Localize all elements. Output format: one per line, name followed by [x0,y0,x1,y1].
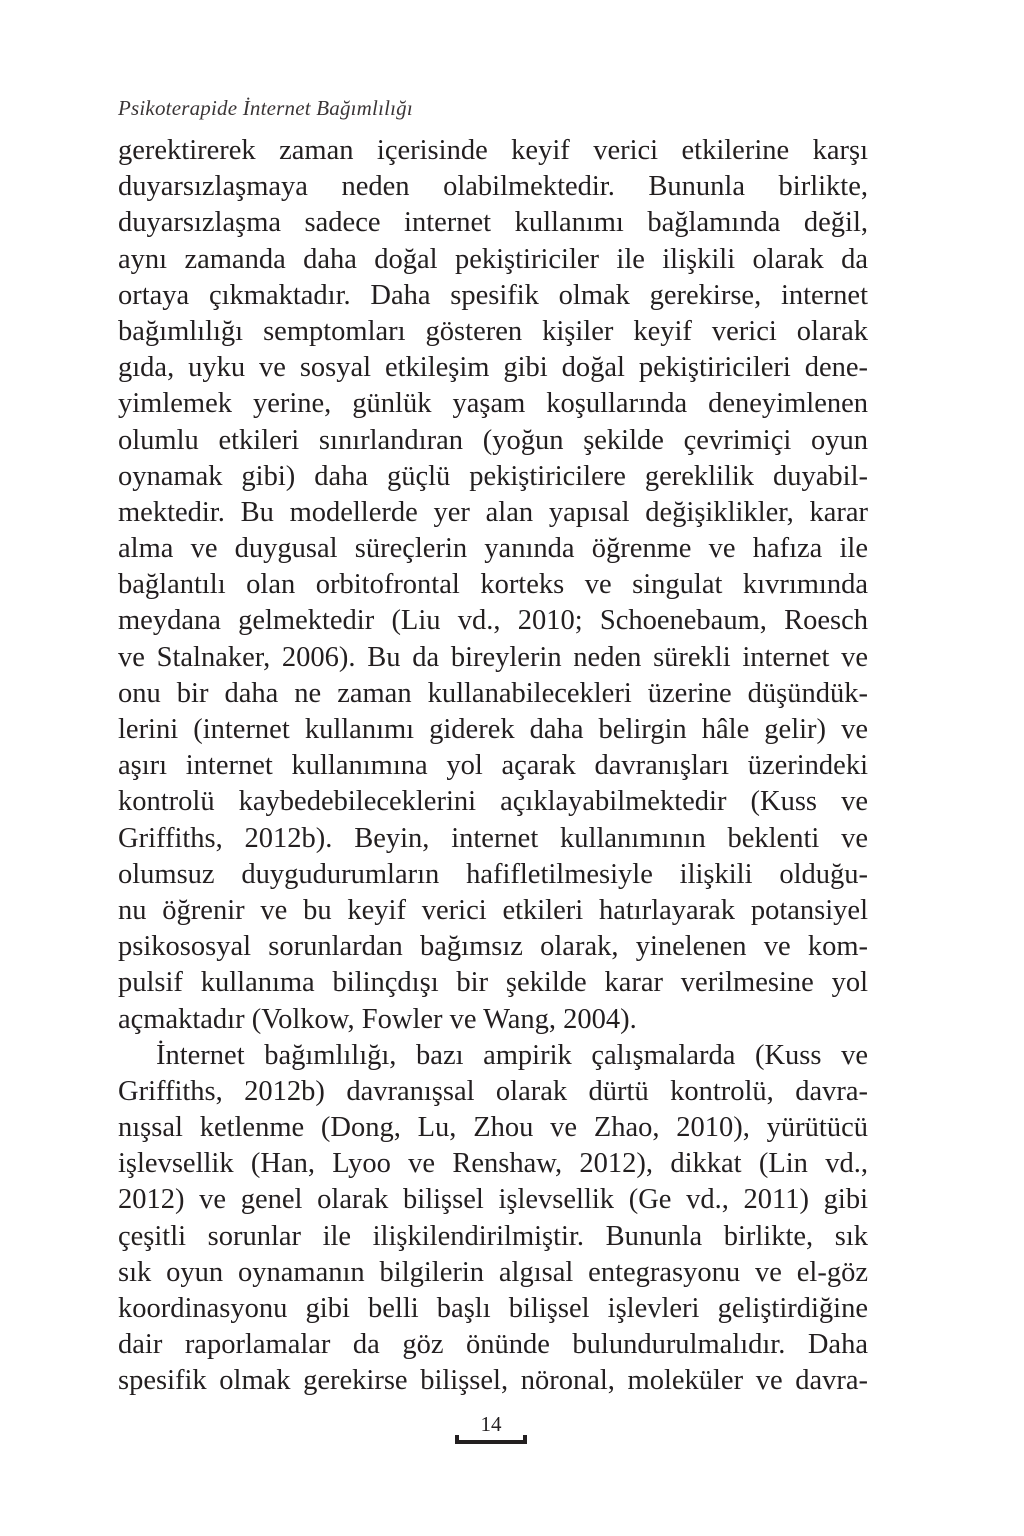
text-line: işlevsellik (Han, Lyoo ve Renshaw, 2012), dikkat (Lin vd., [118,1148,868,1180]
text-line: alma ve duygusal süreçlerin yanında öğrenme ve hafıza ile [118,533,868,565]
text-line: koordinasyonu gibi belli başlı bilişsel işlevleri geliştirdiğine [118,1293,868,1324]
text-line: meydana gelmektedir (Liu vd., 2010; Schoenebaum, Roesch [118,605,868,637]
text-line: 2012) ve genel olarak bilişsel işlevsellik (Ge vd., 2011) gibi [118,1184,868,1216]
text-line: nışsal ketlenme (Dong, Lu, Zhou ve Zhao, 2010), yürütücü [118,1112,868,1144]
text-line: pulsif kullanıma bilinçdışı bir şekilde karar verilmesine yol [118,967,868,999]
text-line: yimlemek yerine, günlük yaşam koşullarında deneyimlenen [118,388,868,420]
text-line: onu bir daha ne zaman kullanabilecekleri üzerine düşündük- [118,677,868,709]
text-line: kontrolü kaybedebileceklerini açıklayabilmektedir (Kuss ve [118,786,868,818]
text-line: Griffiths, 2012b) davranışsal olarak dürtü kontrolü, davra- [118,1075,868,1107]
text-line: ortaya çıkmaktadır. Daha spesifik olmak gerekirse, internet [118,279,868,311]
text-line: açmaktadır (Volkow, Fowler ve Wang, 2004). [118,1003,637,1035]
text-line: oynamak gibi) daha güçlü pekiştiricilere gereklilik duyabil- [118,460,868,492]
body-text [118,133,868,1400]
text-line: gıda, uyku ve sosyal etkileşim gibi doğal pekiştiricileri dene- [118,352,868,384]
text-line: Griffiths, 2012b). Beyin, internet kullanımının beklenti ve [118,822,868,854]
text-line: spesifik olmak gerekirse bilişsel, nöronal, moleküler ve davra- [118,1365,868,1397]
text-line: gerektirerek zaman içerisinde keyif verici etkilerine karşı [118,135,868,166]
text-line: nu öğrenir ve bu keyif verici etkileri hatırlayarak potansiyel [118,894,868,926]
text-line: psikososyal sorunlardan bağımsız olarak, yinelenen ve kom- [118,931,868,963]
text-line: mektedir. Bu modellerde yer alan yapısal değişiklikler, karar [118,496,868,528]
text-line: dair raporlamalar da göz önünde bulundurulmalıdır. Daha [118,1329,868,1361]
page-number: 14 [480,1412,502,1436]
page-number-rule [455,1440,527,1444]
text-line: olumlu etkileri sınırlandıran (yoğun şekilde çevrimiçi oyun [118,424,868,456]
text-line: ve Stalnaker, 2006). Bu da bireylerin neden sürekli internet ve [118,641,868,673]
text-line: aşırı internet kullanımına yol açarak davranışları üzerindeki [118,750,868,782]
text-line: çeşitli sorunlar ile ilişkilendirilmiştir. Bununla birlikte, sık [118,1220,868,1252]
text-line: lerini (internet kullanımı giderek daha belirgin hâle gelir) ve [118,714,868,745]
text-line: duyarsızlaşma sadece internet kullanımı bağlamında değil, [118,207,868,239]
text-line: sık oyun oynamanın bilgilerin algısal entegrasyonu ve el-göz [118,1256,868,1288]
text-line: bağlantılı olan orbitofrontal korteks ve singulat kıvrımında [118,569,868,601]
text-line: İnternet bağımlılığı, bazı ampirik çalışmalarda (Kuss ve [156,1039,868,1071]
text-line: bağımlılığı semptomları gösteren kişiler keyif verici olarak [118,315,868,347]
text-line: duyarsızlaşmaya neden olabilmektedir. Bununla birlikte, [118,171,868,203]
page-footer [455,1412,527,1446]
text-line: aynı zamanda daha doğal pekiştiriciler ile ilişkili olarak da [118,243,868,275]
text-line: olumsuz duygudurumların hafifletilmesiyle ilişkili olduğu- [118,858,868,890]
running-header: Psikoterapide İnternet Bağımlılığı [118,96,413,120]
